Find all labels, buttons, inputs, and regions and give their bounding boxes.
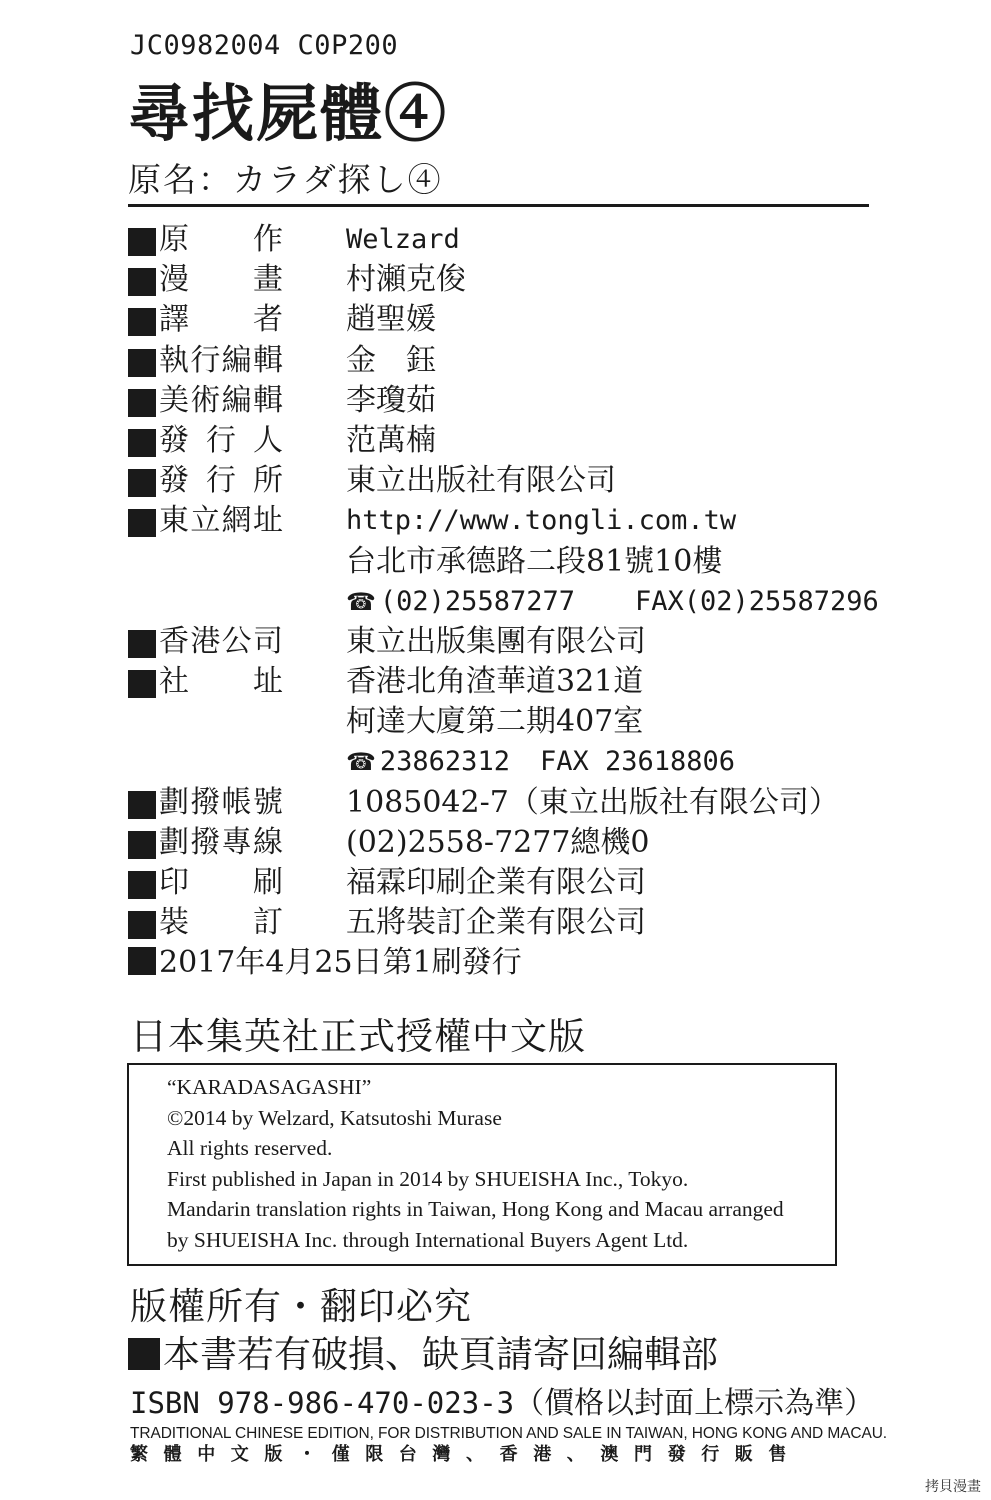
credit-label (159, 865, 283, 901)
credit-row-art-editor (128, 383, 888, 423)
watermark: 拷貝漫畫 (925, 1479, 981, 1495)
label-char: 所 (253, 463, 283, 499)
bullet-square (128, 308, 156, 336)
credit-label (159, 343, 283, 379)
hk-address-line-2: 柯達大廈第二期407室 (346, 704, 644, 740)
credit-label (159, 262, 283, 298)
credit-row-tw-address (128, 544, 888, 584)
label-char: 網 (221, 503, 252, 539)
book-title: 尋找屍體④ (128, 77, 449, 150)
tw-fax: FAX(02)25587296 (634, 585, 879, 617)
bullet-square (128, 469, 156, 497)
label-char: 號 (252, 784, 283, 820)
label-char: 港 (190, 623, 221, 659)
license-statement: 日本集英社正式授權中文版 (130, 1015, 586, 1058)
credit-value: 李瓊茹 (346, 382, 436, 418)
hk-phone: 23862312 (379, 746, 510, 778)
edition-notice-en: TRADITIONAL CHINESE EDITION, FOR DISTRIBUTION AND SALE IN TAIWAN, HONG KONG AND MACAU. (130, 1425, 888, 1442)
label-char: 社 (159, 664, 189, 700)
hk-fax: FAX 23618806 (539, 746, 736, 778)
rights-reserved: 版權所有・翻印必究 (130, 1285, 472, 1328)
credit-row-hk-company (128, 624, 888, 664)
label-char: 者 (253, 302, 283, 338)
credit-value: 五將裝訂企業有限公司 (346, 905, 646, 941)
credit-row-hk-phone (128, 744, 888, 784)
label-char: 劃 (159, 824, 189, 860)
label-char: 編 (221, 382, 252, 418)
copyright-line: First published in Japan in 2014 by SHUEISHA Inc., Tokyo. (167, 1167, 689, 1191)
label-char: 印 (159, 865, 189, 900)
telephone-icon: ☎ (346, 587, 376, 616)
credit-row-author (128, 222, 888, 262)
credit-row-website (128, 503, 888, 543)
credit-row-publisher (128, 423, 888, 463)
price-note: （價格以封面上標示為準） (514, 1386, 875, 1421)
credit-row-publishing-house (128, 463, 888, 503)
credit-row-binding (128, 905, 888, 945)
bullet-square (128, 228, 156, 256)
bullet-square (128, 429, 156, 457)
copyright-line: All rights reserved. (167, 1136, 333, 1160)
credit-row-postal-line (128, 825, 888, 865)
original-title: 原名：カラダ探し④ (128, 160, 443, 199)
damage-notice (128, 1333, 718, 1377)
label-char: 行 (206, 422, 236, 458)
title-divider (128, 204, 869, 207)
label-char: 址 (253, 664, 283, 700)
label-char: 專 (221, 824, 252, 860)
credit-value: 金 鈺 (346, 342, 436, 378)
credit-row-postal-account (128, 785, 888, 825)
bullet-square (128, 349, 156, 377)
credit-value: 村瀬克俊 (346, 262, 466, 298)
credit-label (159, 423, 283, 459)
label-char: 訂 (253, 905, 283, 941)
credit-row-artist (128, 262, 888, 302)
bullet-square (128, 871, 156, 899)
label-char: 譯 (159, 302, 189, 338)
damage-text: 本書若有破損、缺頁請寄回編輯部 (163, 1333, 718, 1376)
label-char: 裝 (159, 905, 189, 941)
label-char: 撥 (190, 824, 221, 860)
label-char: 司 (252, 623, 283, 659)
tw-address: 台北市承德路二段81號10樓 (346, 543, 723, 579)
label-char: 東 (159, 503, 189, 539)
edition-notice-zh: 繁體中文版・僅限台灣、香港、澳門發行販售 (130, 1444, 802, 1465)
label-char: 編 (221, 342, 252, 378)
catalog-code: JC0982004 C0P200 (130, 30, 399, 61)
tw-contact (346, 584, 879, 620)
isbn-line (130, 1385, 874, 1422)
bullet-square (128, 630, 156, 658)
bullet-square (128, 791, 156, 819)
copyright-line: ©2014 by Welzard, Katsutoshi Murase (167, 1106, 502, 1130)
label-char: 帳 (221, 784, 252, 820)
label-char: 輯 (252, 342, 283, 378)
label-char: 術 (190, 382, 221, 418)
bullet-square (128, 268, 156, 296)
credit-label (159, 302, 283, 338)
credit-label (159, 463, 283, 499)
label-char: 刷 (253, 865, 283, 900)
website-url: http://www.tongli.com.tw (346, 505, 737, 537)
label-char: 行 (206, 463, 236, 499)
copyright-line: “KARADASAGASHI” (167, 1075, 372, 1099)
label-char: 立 (190, 503, 221, 539)
tw-phone: (02)25587277 (379, 585, 575, 617)
credit-value: 東立出版集團有限公司 (346, 623, 646, 659)
credit-label (159, 905, 283, 941)
credit-label (159, 624, 283, 660)
credit-label (159, 503, 283, 539)
credit-row-executive-editor (128, 343, 888, 383)
credit-row-tw-phone (128, 584, 888, 624)
isbn-code: ISBN 978-986-470-023-3 (130, 1386, 515, 1420)
label-char: 行 (190, 342, 221, 378)
credit-value: 范萬楠 (346, 422, 436, 458)
credit-label (159, 785, 283, 821)
label-char: 撥 (190, 784, 221, 820)
label-char: 線 (252, 824, 283, 860)
credit-label (159, 825, 283, 861)
bullet-square (128, 670, 156, 698)
label-char: 輯 (252, 382, 283, 418)
label-char: 漫 (159, 262, 189, 298)
label-char: 發 (159, 463, 189, 499)
credit-value: 趙聖媛 (346, 302, 436, 338)
copyright-line: by SHUEISHA Inc. through International Buyers Agent Ltd. (167, 1228, 689, 1252)
label-char: 原 (159, 222, 189, 257)
credit-value: 福霖印刷企業有限公司 (346, 865, 646, 900)
publication-date (128, 945, 522, 981)
bullet-square (128, 509, 156, 537)
copyright-line: Mandarin translation rights in Taiwan, Hong Kong and Macau arranged (167, 1197, 784, 1221)
credit-value: Welzard (346, 224, 460, 255)
bullet-square (128, 1338, 160, 1370)
credit-value: 香港北角渣華道321道 (346, 664, 644, 700)
credit-label (159, 222, 283, 258)
label-char: 美 (159, 382, 189, 418)
bullet-square (128, 831, 156, 859)
credit-value: (02)2558-7277總機0 (346, 824, 650, 860)
label-char: 公 (221, 623, 252, 659)
credit-row-hk-address-2 (128, 704, 888, 744)
label-char: 畫 (253, 262, 283, 298)
label-char: 香 (159, 623, 189, 659)
date-text: 2017年4月25日第1刷發行 (159, 945, 522, 980)
label-char: 劃 (159, 784, 189, 820)
label-char: 址 (252, 503, 283, 539)
credit-label (159, 383, 283, 419)
credit-row-translator (128, 302, 888, 342)
credits-list (128, 222, 888, 945)
label-char: 執 (159, 342, 189, 378)
credit-value: 1085042-7（東立出版社有限公司） (346, 784, 839, 820)
telephone-icon: ☎ (346, 748, 376, 777)
credit-label (159, 664, 283, 700)
label-char: 人 (253, 422, 283, 458)
credit-row-printing (128, 865, 888, 905)
hk-contact (346, 744, 735, 780)
credit-row-hk-address (128, 664, 888, 704)
copyright-box (127, 1063, 837, 1266)
label-char: 發 (159, 422, 189, 458)
bullet-square (128, 911, 156, 939)
bullet-square (128, 389, 156, 417)
bullet-square (128, 947, 156, 975)
label-char: 作 (253, 222, 283, 257)
credit-value: 東立出版社有限公司 (346, 463, 616, 499)
